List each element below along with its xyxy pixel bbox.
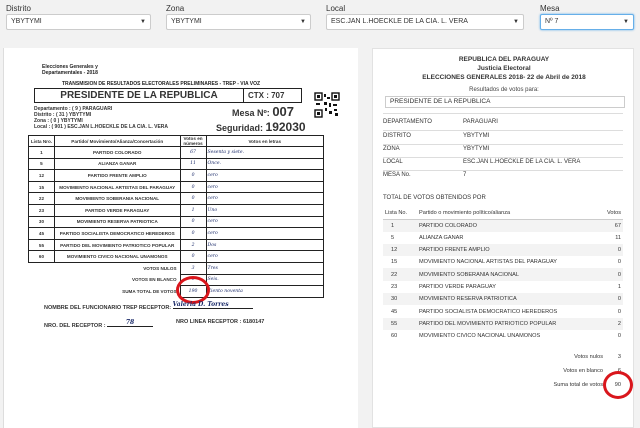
table-cell: 0 [180,228,206,240]
mesa-select[interactable] [540,14,634,30]
table-cell: 22 [29,193,55,205]
table-cell: 67 [597,219,623,231]
field-text: MESA No. [383,172,411,178]
table-cell: cero [206,170,323,182]
table-cell: cero [206,193,323,205]
table-cell: PARTIDO FRENTE AMPLIO [54,170,180,182]
org-header: Elecciones Generales y Departamentales - 2018 [42,64,98,76]
table-cell: VOTOS EN BLANCO [131,277,177,283]
table-row [383,305,623,317]
field-text: LOCAL [383,159,403,165]
table-row [29,204,324,216]
table-cell: PARTIDO VERDE PARAGUAY [54,204,180,216]
field-text: 90 [614,382,621,388]
table-cell: 6 [180,274,206,286]
results-table [383,207,623,342]
table-cell: 55 [29,239,55,251]
table-row [383,219,623,231]
filter-label: Mesa [540,4,560,13]
filter-label: Local [326,4,346,13]
field-local [383,159,623,165]
chevron-down-icon: ▼ [300,19,306,25]
table-row [29,228,324,240]
table-cell: 190 [180,286,206,298]
table-cell: 2 [180,239,206,251]
divider [383,144,623,145]
filter-bar [0,0,640,40]
official-name: NOMBRE DEL FUNCIONARIO TREP RECEPTOR: Valeria D. Torres [44,301,253,311]
table-cell: 1 [180,204,206,216]
divider [383,130,623,131]
table-row [29,170,324,182]
table-cell: 12 [383,244,417,256]
table-cell: 0 [597,244,623,256]
table-cell: 30 [29,216,55,228]
table-row [29,251,324,263]
table-cell: MOVIMIENTO NACIONAL ARTISTAS DEL PARAGUAY [419,259,558,266]
table-cell: Sesenta y siete. [206,147,323,159]
table-cell: 60 [29,251,55,263]
table-cell: 67 [180,147,206,159]
filter-mesa [540,3,634,30]
table-cell: 0 [597,268,623,280]
total-row [29,262,324,274]
table-row [383,318,623,330]
zona-select[interactable] [166,14,311,30]
election-title: ELECCIONES GENERALES 2018- 22 de Abril de 2018 [422,74,586,81]
distrito-select[interactable] [6,14,151,30]
table-cell: 0 [180,181,206,193]
institution-title: Justicia Electoral [477,65,531,72]
info-local: Local : ( 901 ) ESC.JAN L.HOECKLE DE LA CIA. L. VERA [34,124,168,130]
table-cell: PARTIDO DEL MOVIMIENTO PATRIOTICO POPULAR [417,318,597,330]
total-row [29,274,324,286]
table-cell: 15 [391,259,398,266]
field-text: DEPARTAMENTO [383,119,432,125]
table-cell: 45 [29,228,55,240]
table-cell: Uno [206,204,323,216]
table-row [29,181,324,193]
table-cell: 5 [29,158,55,170]
table-row [383,244,623,256]
table-cell: 0 [617,308,621,315]
select-value: Nº 7 [545,18,559,25]
info-departamento: Departamento : ( 9 ) PARAGUARI [34,106,113,112]
table-header-row: Lista No. Partido o movimiento político/alianza Votos [383,207,623,219]
field-text: PARAGUARI [463,119,498,125]
table-cell: 1 [29,147,55,159]
table-cell: 60 [391,333,398,340]
scanned-tally-sheet [3,48,358,428]
field-distrito [383,133,623,139]
filter-zona [166,3,311,30]
table-cell: 15 [29,181,55,193]
table-cell: 0 [617,333,621,340]
table-cell: MOVIMIENTO RESERVA PATRIOTICA [417,293,597,305]
select-value: YBYTYMI [171,18,202,25]
transmission-header: TRANSMISION DE RESULTADOS ELECTORALES PRELIMINARES - TREP - VIA VOZ [62,81,261,87]
chevron-down-icon: ▼ [513,19,519,25]
divider [383,113,623,114]
table-cell: 1 [383,219,417,231]
table-row [29,239,324,251]
table-row [29,193,324,205]
field-text: DISTRITO [383,133,411,139]
sheet-title: PRESIDENTE DE LA REPUBLICA [34,88,244,103]
table-cell: MOVIMIENTO CIVICO NACIONAL UNAMONOS [54,251,180,263]
blank-votes [521,368,621,374]
table-cell: Dos [206,239,323,251]
table-cell: PARTIDO FRENTE AMPLIO [417,244,597,256]
table-cell: 11 [615,234,621,241]
table-cell: MOVIMIENTO SOBERANIA NACIONAL [417,268,597,280]
divider [383,157,623,158]
field-text: Votos en blanco [563,368,603,374]
table-cell: 0 [180,216,206,228]
table-cell: 12 [29,170,55,182]
select-value: YBYTYMI [11,18,42,25]
field-text: 3 [617,354,621,360]
country-title: REPUBLICA DEL PARAGUAY [458,56,550,63]
table-cell: 45 [391,308,398,315]
results-header [373,55,635,82]
table-cell: 30 [383,293,417,305]
table-cell: 23 [29,204,55,216]
null-votes [521,354,621,360]
table-cell: Once. [206,158,323,170]
filter-distrito [6,3,151,30]
table-cell: Seis. [206,274,323,286]
table-cell: 1 [617,283,621,290]
field-zona [383,146,623,152]
field-text: Suma total de votos [553,382,603,388]
line-number: NRO LINEA RECEPTOR : 6180147 [176,319,265,325]
ctx-code: CTX : 707 [244,88,302,103]
field-text: ZONA [383,146,400,152]
table-cell: MOVIMIENTO CIVICO NACIONAL UNAMONOS [419,333,541,340]
table-cell: 0 [597,293,623,305]
security-code: Seguridad: 192030 [216,120,306,134]
info-zona: Zona : ( 0 ) YBYTYMI [34,118,83,124]
table-cell: 23 [391,283,398,290]
info-distrito: Distrito : ( 31 ) YBYTYMI [34,112,92,118]
table-cell: MOVIMIENTO RESERVA PATRIOTICA [54,216,180,228]
table-cell: Ciento noventa [206,286,323,298]
field-text: YBYTYMI [463,146,490,152]
chevron-down-icon: ▼ [623,19,629,25]
qr-code-icon [314,92,340,118]
table-cell: 0 [180,170,206,182]
local-select[interactable] [326,14,524,30]
table-cell: cero [206,251,323,263]
filter-local [326,3,524,30]
divider [383,170,623,171]
table-row [29,147,324,159]
field-departamento [383,119,623,125]
filter-label: Zona [166,4,185,13]
field-text: Votos nulos [574,354,603,360]
table-header-row: Lista Nro. Partido/ Movimiento/Alianza/Concertación Votos en números Votos en letras [29,136,324,147]
table-cell: cero [206,216,323,228]
field-text: ESC.JAN L.HOECKLE DE LA CIA. L. VERA [463,159,581,165]
field-text: 7 [463,172,467,178]
tally-table [28,135,324,298]
table-cell: PARTIDO SOCIALISTA DEMOCRATICO HEREDEROS [419,308,558,315]
field-mesa [383,172,623,178]
table-row [383,256,623,268]
table-cell: 22 [383,268,417,280]
totals-title: TOTAL DE VOTOS OBTENIDOS POR [383,195,486,201]
table-cell: 55 [383,318,417,330]
highlight-circle [176,276,210,304]
table-row [29,158,324,170]
office-box: PRESIDENTE DE LA REPUBLICA [385,96,625,108]
table-row [383,232,623,244]
table-cell: cero [206,228,323,240]
table-cell: PARTIDO DEL MOVIMIENTO PATRIOTICO POPULAR [54,239,180,251]
filter-label: Distrito [6,4,31,13]
table-cell: PARTIDO VERDE PARAGUAY [419,283,496,290]
table-cell: 0 [617,259,621,266]
votes-for-label: Resultados de votos para: [469,87,539,93]
table-cell: 11 [180,158,206,170]
table-cell: SUMA TOTAL DE VOTOS [122,288,177,294]
table-cell: PARTIDO COLORADO [417,219,597,231]
table-cell: cero [206,181,323,193]
results-panel [372,48,634,428]
receptor-number: NRO. DEL RECEPTOR : 78 [44,319,153,329]
table-cell: MOVIMIENTO SOBERANIA NACIONAL [54,193,180,205]
table-row [383,330,623,342]
select-value: ESC.JAN L.HOECKLE DE LA CIA. L. VERA [331,18,468,25]
table-cell: PARTIDO COLORADO [54,147,180,159]
chevron-down-icon: ▼ [140,19,146,25]
mesa-number: Mesa Nº: 007 [232,104,295,119]
table-cell: 3 [180,262,206,274]
table-cell: VOTOS NULOS [143,265,177,271]
table-row [383,281,623,293]
table-cell: PARTIDO SOCIALISTA DEMOCRATICO HEREDEROS [54,228,180,240]
table-cell: ALIANZA GANAR [419,234,464,241]
field-text: YBYTYMI [463,133,490,139]
highlight-circle [603,371,633,399]
table-cell: 5 [391,234,395,241]
table-cell: 0 [180,251,206,263]
table-row [383,293,623,305]
table-row [383,268,623,280]
table-cell: Tres [206,262,323,274]
table-cell: MOVIMIENTO NACIONAL ARTISTAS DEL PARAGUAY [54,181,180,193]
field-text: 6 [617,368,621,374]
table-row [29,216,324,228]
table-cell: 0 [180,193,206,205]
table-cell: ALIANZA GANAR [54,158,180,170]
table-cell: 2 [597,318,623,330]
